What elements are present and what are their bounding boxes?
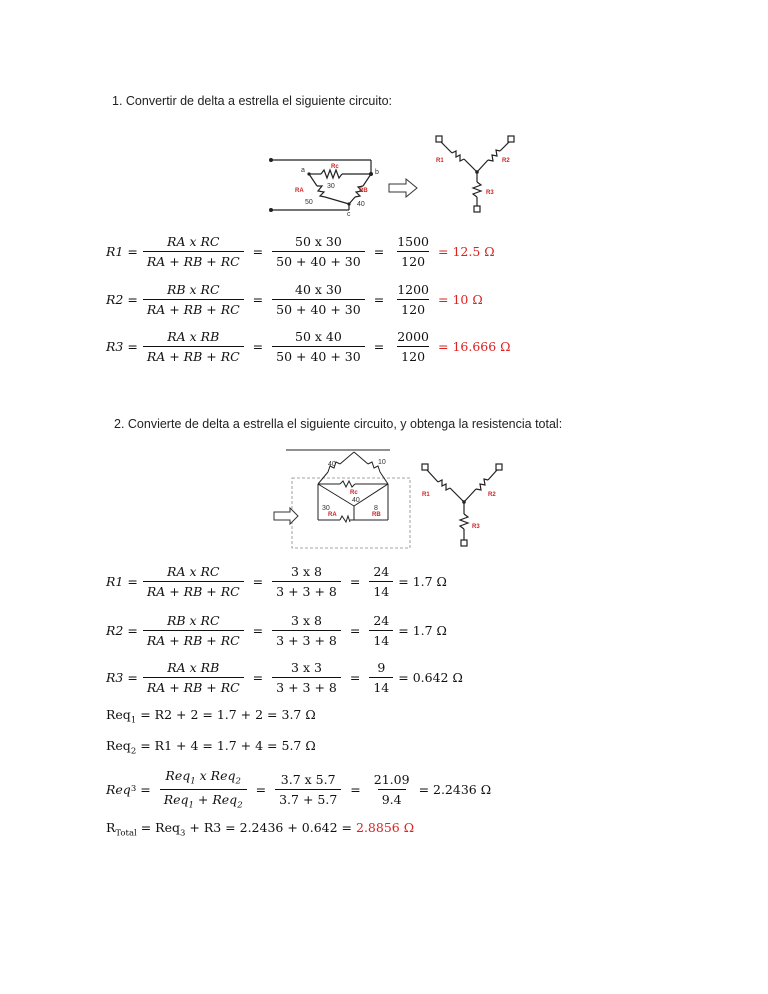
problem2-star-circuit	[418, 462, 508, 550]
svg-text:R2: R2	[488, 492, 496, 498]
problem1-delta-circuit	[265, 148, 385, 220]
svg-text:40: 40	[357, 201, 365, 208]
svg-text:RA: RA	[328, 512, 337, 518]
result-value: = 1.7 Ω	[398, 623, 447, 638]
svg-text:40: 40	[328, 461, 336, 468]
result-value: = 2.2436 Ω	[418, 781, 492, 797]
svg-text:30: 30	[322, 505, 330, 512]
problem2-equation-r3: R3 = $\frac{\text{RA x RB}}{RA + RB + RC}$ = $\frac{3 x 3}{3 + 3 + 8}$ = $\frac{9}{14}$ = 0.642 Ω	[106, 660, 463, 695]
problem1-star-circuit	[430, 134, 520, 216]
svg-text:R1: R1	[422, 492, 430, 498]
req1-line: Req$_1$ = R2 + 2 = 1.7 + 2 = 3.7 Ω	[106, 707, 316, 726]
svg-text:a: a	[301, 167, 305, 174]
svg-text:RB: RB	[359, 188, 368, 194]
req3-equation: Req 3 = $\frac{Req_1 x Req_2}{Req_1 + Req_2}$ = $\frac{3.7 x 5.7}{3.7 + 5.7}$ = $\frac{21.09}{9.4}$ = 2.2436 Ω	[106, 768, 492, 810]
problem2-equation-r2: R2 = $\frac{\text{RB x RC}}{RA + RB + RC}$ = $\frac{3 x 8}{3 + 3 + 8}$ = $\frac{24}{14}$ = 1.7 Ω	[106, 613, 447, 648]
result-value: = 16.666 Ω	[438, 339, 511, 354]
problem1-heading: 1. Convertir de delta a estrella el siguiente circuito:	[112, 94, 393, 108]
result-value: = 10 Ω	[438, 292, 483, 307]
svg-text:R3: R3	[472, 524, 480, 530]
rtotal-line: $R_{Total} = Req_3 + R3 = 2.2436 + 0.642 = 2.8856$ Ω	[106, 820, 415, 839]
svg-text:10: 10	[378, 459, 386, 466]
svg-text:R3: R3	[486, 190, 494, 196]
svg-text:50: 50	[305, 199, 313, 206]
result-value: = 1.7 Ω	[398, 574, 447, 589]
svg-text:Rc: Rc	[350, 490, 358, 496]
problem1-equation-r2: R2 = $\frac{\text{RB x RC}}{RA + RB + RC}$ = $\frac{40 x 30}{50 + 40 + 30}$ = $\frac{1200}{120}$ = 10 Ω	[106, 282, 483, 317]
result-value: = 12.5 Ω	[438, 244, 495, 259]
svg-text:RA: RA	[295, 188, 304, 194]
problem1-equation-r1: R1 = $\frac{\text{RA x RC}}{RA + RB + RC}$ = $\frac{50 x 30}{50 + 40 + 30}$ = $\frac{1500}{120}$ = 12.5 Ω	[106, 234, 495, 269]
svg-text:b: b	[375, 169, 379, 176]
svg-text:R1: R1	[436, 158, 444, 164]
arrow-right-icon	[388, 178, 418, 198]
svg-text:30: 30	[327, 183, 335, 190]
svg-text:R2: R2	[502, 158, 510, 164]
svg-text:40: 40	[352, 497, 360, 504]
svg-text:Rc: Rc	[331, 164, 339, 170]
problem2-delta-circuit	[270, 444, 415, 552]
svg-text:RB: RB	[372, 512, 381, 518]
svg-text:c: c	[347, 211, 351, 218]
total-result-value: 2.8856 Ω	[356, 820, 415, 835]
svg-text:8: 8	[374, 505, 378, 512]
result-value: = 0.642 Ω	[398, 670, 463, 685]
req2-line: Req$_2$ = R1 + 4 = 1.7 + 4 = 5.7 Ω	[106, 738, 316, 757]
problem2-equation-r1: R1 = $\frac{\text{RA x RC}}{RA + RB + RC}$ = $\frac{3 x 8}{3 + 3 + 8}$ = $\frac{24}{14}$ = 1.7 Ω	[106, 564, 447, 599]
problem1-equation-r3: R3 = $\frac{\text{RA x RB}}{RA + RB + RC}$ = $\frac{50 x 40}{50 + 40 + 30}$ = $\frac{2000}{120}$ = 16.666 Ω	[106, 329, 511, 364]
problem2-heading: 2. Convierte de delta a estrella el siguiente circuito, y obtenga la resistencia total:	[114, 417, 563, 431]
